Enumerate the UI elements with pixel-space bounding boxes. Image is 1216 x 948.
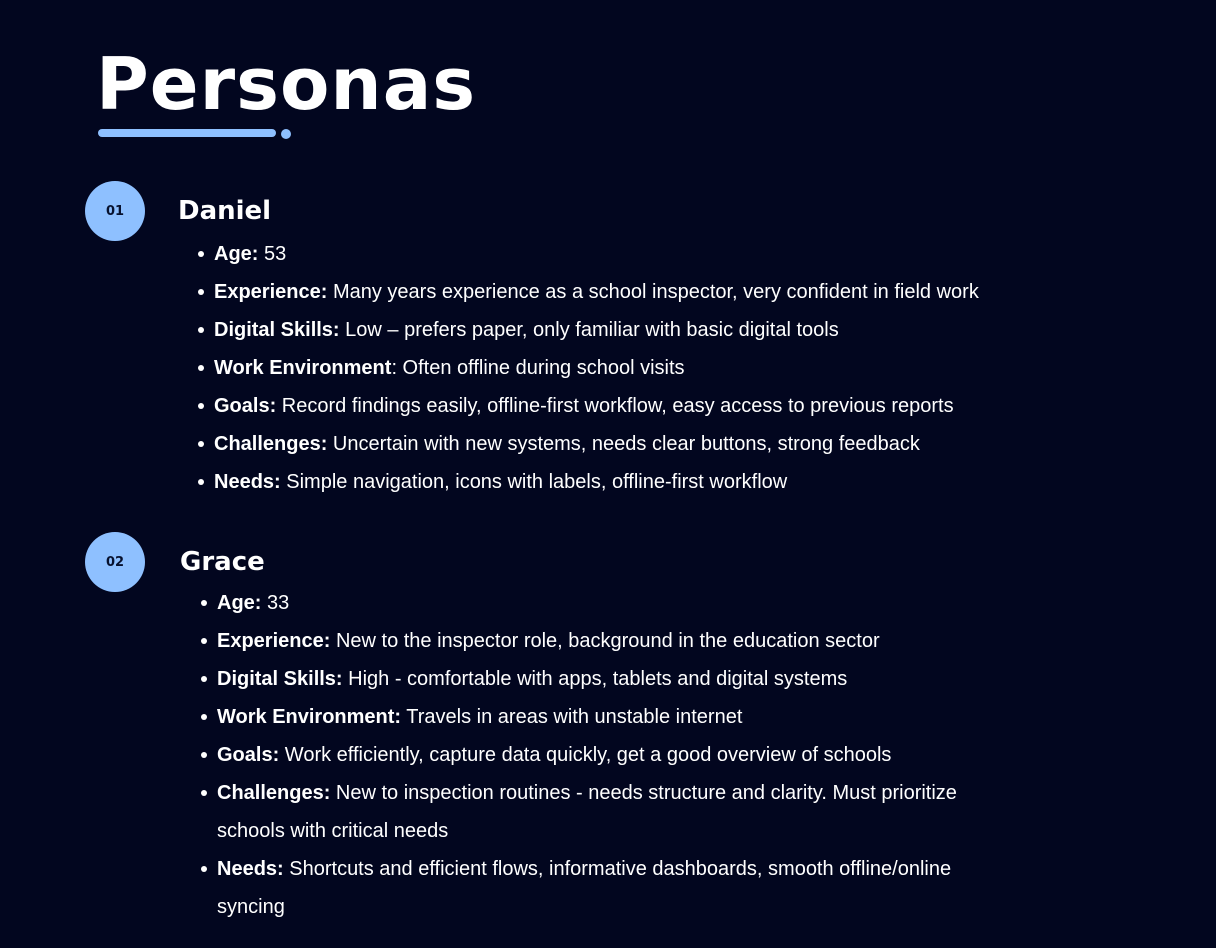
- detail-label: Digital Skills:: [214, 319, 340, 341]
- detail-label: Challenges:: [214, 433, 328, 455]
- detail-value: 33: [261, 592, 290, 614]
- detail-label: Work Environment: [214, 357, 392, 379]
- persona-detail-digital-skills: [198, 311, 979, 349]
- persona-detail-needs: [198, 463, 979, 501]
- detail-value: Work efficiently, capture data quickly, get a good overview of schools: [279, 744, 892, 766]
- persona-detail-goals: [198, 387, 979, 425]
- persona-detail-challenges: [198, 425, 979, 463]
- persona-detail-work-environment: [198, 349, 979, 387]
- page-title: Personas: [96, 42, 477, 126]
- persona-detail-experience: [198, 273, 979, 311]
- detail-value: Record findings easily, offline-first workflow, easy access to previous reports: [276, 395, 954, 417]
- title-accent-dot: [281, 129, 291, 139]
- detail-value: Shortcuts and efficient flows, informative dashboards, smooth offline/online syncing: [217, 858, 952, 918]
- detail-label: Challenges:: [217, 782, 331, 804]
- persona-detail-needs: [201, 850, 1017, 926]
- detail-label: Needs:: [214, 471, 281, 493]
- persona-details-list: [201, 584, 1017, 926]
- detail-value: Uncertain with new systems, needs clear buttons, strong feedback: [327, 433, 920, 455]
- detail-value: Travels in areas with unstable internet: [401, 706, 743, 728]
- persona-detail-age: [198, 235, 979, 273]
- persona-name: Daniel: [178, 196, 272, 226]
- persona-detail-digital-skills: [201, 660, 1017, 698]
- persona-number: 01: [105, 203, 125, 219]
- persona-detail-challenges: [201, 774, 1017, 850]
- detail-label: Age:: [214, 243, 259, 265]
- detail-value: Many years experience as a school inspector, very confident in field work: [327, 281, 979, 303]
- persona-detail-work-environment: [201, 698, 1017, 736]
- detail-value: : Often offline during school visits: [391, 357, 685, 379]
- detail-value: Simple navigation, icons with labels, offline-first workflow: [280, 471, 788, 493]
- detail-label: Age:: [217, 592, 262, 614]
- persona-detail-experience: [201, 622, 1017, 660]
- persona-detail-age: [201, 584, 1017, 622]
- persona-name: Grace: [180, 547, 265, 577]
- persona-details-list: [198, 235, 979, 501]
- detail-label: Experience:: [217, 630, 331, 652]
- detail-value: 53: [258, 243, 287, 265]
- persona-detail-goals: [201, 736, 1017, 774]
- detail-label: Work Environment:: [217, 706, 402, 728]
- persona-number-badge: [85, 532, 145, 592]
- detail-value: High - comfortable with apps, tablets and digital systems: [342, 668, 848, 690]
- detail-value: New to inspection routines - needs structure and clarity. Must prioritize schools with critical needs: [217, 782, 957, 842]
- detail-label: Goals:: [214, 395, 277, 417]
- title-underline: [98, 129, 276, 137]
- detail-label: Digital Skills:: [217, 668, 343, 690]
- detail-label: Goals:: [217, 744, 280, 766]
- detail-label: Needs:: [217, 858, 284, 880]
- persona-number-badge: [85, 181, 145, 241]
- detail-value: Low – prefers paper, only familiar with basic digital tools: [339, 319, 839, 341]
- detail-value: New to the inspector role, background in the education sector: [330, 630, 880, 652]
- detail-label: Experience:: [214, 281, 328, 303]
- persona-number: 02: [105, 554, 125, 570]
